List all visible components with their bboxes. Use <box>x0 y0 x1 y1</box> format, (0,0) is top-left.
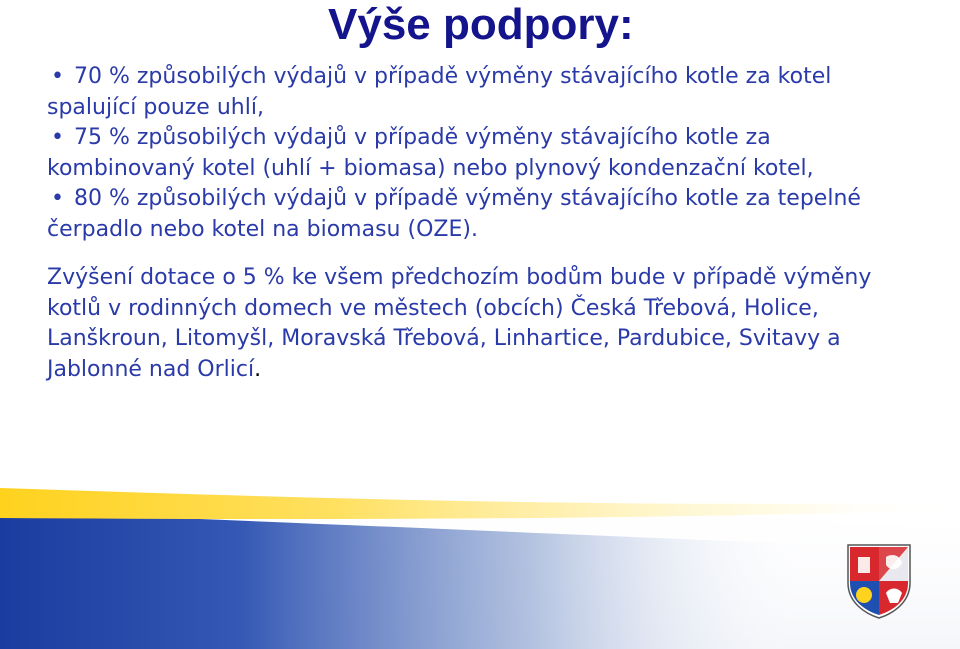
bullet-marker: • <box>51 64 64 89</box>
list-item <box>47 184 907 245</box>
list-item <box>47 62 907 123</box>
body-content <box>47 62 907 385</box>
list-item-text: 70 % způsobilých výdajů v případě výměny stávajícího kotle za kotel spalující pouze uhlí, <box>47 64 832 120</box>
regional-coat-of-arms-icon <box>846 543 912 619</box>
paragraph-text: Zvýšení dotace o 5 % ke všem předchozím bodům bude v případě výměny kotlů v rodinných domech ve městech (obcích) Česká Třebová, Holice, Lanškroun, Litomyšl, Moravská Třebová, Linhartice, Pardubice, Svitavy a Jablonné nad Orlicí <box>47 265 872 382</box>
list-item-text: 75 % způsobilých výdajů v případě výměny stávajícího kotle za kombinovaný kotel (uhlí + biomasa) nebo plynový kondenzační kotel, <box>47 125 814 181</box>
paragraph-end: . <box>254 356 262 382</box>
decorative-swoosh <box>0 450 960 649</box>
page-title: Výše podpory: <box>328 0 634 49</box>
bullet-marker: • <box>51 186 64 211</box>
bullet-marker: • <box>51 125 64 150</box>
list-item <box>47 123 907 184</box>
list-item-text: 80 % způsobilých výdajů v případě výměny stávajícího kotle za tepelné čerpadlo nebo kotel na biomasu (OZE). <box>47 186 861 242</box>
support-levels-list <box>47 62 907 245</box>
bonus-paragraph <box>47 263 907 385</box>
